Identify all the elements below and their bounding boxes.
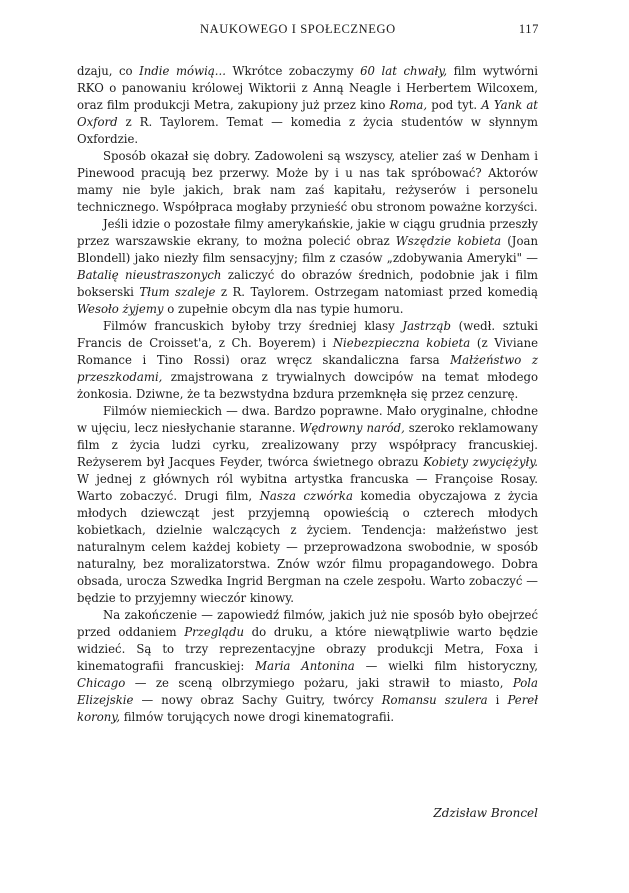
paragraph-text: filmów torujących nowe drogi kinematografii.	[120, 710, 395, 724]
paragraph	[77, 216, 538, 318]
paragraph-text: Wkrótce zobaczymy	[225, 64, 361, 78]
italic-title-text: Batalię nieustraszonych	[77, 268, 222, 282]
paragraph	[77, 607, 538, 726]
paragraph-text: komedia obyczajowa z życia młodych dziewcząt jest przyjemną opowieścią o czterech młodych kobietkach, dzielnie walczących z życiem. Tendencja: małżeństwo jest naturalnym celem każdej kobiety — przeprowadzona swobodnie, w sposób naturalny, bez moralizatorstwa. Znów wzór filmu propagandowego. Dobra obsada, urocza Szwedka Ingrid Bergman na czele zespołu. Warto zobaczyć — będzie to przyjemny wieczór kinowy.	[77, 489, 539, 605]
running-header	[100, 22, 539, 44]
paragraph-text: pod tyt.	[427, 98, 482, 112]
italic-title-text: Romansu szulera	[381, 693, 488, 707]
author-signature: Zdzisław Broncel	[433, 806, 538, 820]
paragraph-text: (z Viviane Romance i Tino Rossi) oraz wręcz skandaliczna farsa	[77, 336, 539, 367]
italic-title-text: Jastrząb	[402, 319, 451, 333]
paragraph-text: i	[487, 693, 508, 707]
paragraph-text: o zupełnie obcym dla nas typie humoru.	[163, 302, 404, 316]
paragraph-text: W jednej z głównych ról wybitna artystka francuska — Françoise Rosay. Warto zobaczyć. Drugi film,	[77, 472, 538, 503]
paragraph-text: dzaju, co	[77, 64, 140, 78]
italic-title-text: Tłum szaleje	[139, 285, 216, 299]
italic-title-text: Małżeństwo z przeszkodami,	[77, 353, 538, 384]
paragraph-text: — ze sceną olbrzymiego pożaru, jaki strawił to miasto,	[125, 676, 513, 690]
italic-title-text: Wesoło żyjemy	[77, 302, 164, 316]
paragraph-text: szeroko reklamowany film z życia ludzi cyrku, zrealizowany przy współpracy francuskiej. Reżyserem był Jacques Feyder, twórca świetnego obrazu	[77, 421, 539, 469]
italic-title-text: Roma,	[389, 98, 428, 112]
paragraph-text: do druku, a które niewątpliwie warto będzie widzieć. Są to trzy reprezentacyjne obrazy produkcji Metra, Foxa i kinematografii francuskiej:	[77, 625, 538, 673]
paragraph-text: z R. Taylorem. Temat — komedia z życia studentów w słynnym Oxfordzie.	[77, 115, 538, 146]
paragraph	[77, 148, 538, 216]
italic-title-text: Kobiety zwyciężyły.	[423, 455, 538, 469]
paragraph	[77, 403, 538, 607]
italic-title-text: Maria Antonina	[255, 659, 355, 673]
article-body	[77, 63, 538, 726]
page-number: 117	[518, 22, 539, 36]
italic-title-text: Niebezpieczna kobieta	[332, 336, 471, 350]
paragraph-text: z R. Taylorem. Ostrzegam natomiast przed komedią	[215, 285, 538, 299]
paragraph-text: Sposób okazał się dobry. Zadowoleni są wszyscy, atelier zaś w Denham i Pinewood pracują bez przerwy. Może by i u nas tak spróbować? Aktorów mamy nie byle jakich, brak nam zaś kapitału, reżyserów i personelu technicznego. Współpraca mogłaby przynieść obu stronom poważne korzyści.	[77, 149, 538, 214]
paragraph-text: — nowy obraz Sachy Guitry, twórcy	[133, 693, 382, 707]
paragraph-text: Filmów francuskich byłoby trzy średniej klasy	[103, 319, 403, 333]
italic-title-text: Wszędzie kobieta	[395, 234, 502, 248]
paragraph-text: zmajstrowana z trywialnych dowcipów na temat młodego żonkosia. Dziwne, że ta bezwstydna bzdura przemknęła się przez cenzurę.	[77, 370, 538, 401]
paragraph-text: Filmów niemieckich — dwa. Bardzo poprawne. Mało oryginalne, chłodne w ujęciu, lecz niesłychanie staranne.	[77, 404, 538, 435]
paragraph-text: Na zakończenie — zapowiedź filmów, jakich już nie sposób było obejrzeć przed oddaniem	[77, 608, 538, 639]
paragraph-text: zaliczyć do obrazów średnich, podobnie jak i film bokserski	[77, 268, 538, 299]
italic-title-text: Przeglądu	[184, 625, 244, 639]
paragraph-text: film wytwórni RKO o panowaniu królowej Wiktorii z Anną Neagle i Herbertem Wilcoxem, oraz film produkcji Metra, zakupiony już przez kino	[77, 64, 538, 112]
paragraph	[77, 63, 538, 148]
italic-title-text: A Yank at Oxford	[77, 98, 539, 129]
italic-title-text: Pola Elizejskie	[77, 676, 538, 707]
paragraph-text: (wedł. sztuki Francis de Croisset'a, z Ch. Boyerem) i	[77, 319, 538, 350]
italic-title-text: Nasza czwórka	[259, 489, 353, 503]
header-title: NAUKOWEGO I SPOŁECZNEGO	[200, 22, 396, 36]
paragraph-text: (Joan Blondell) jako niezły film sensacyjny; film z czasów „zdobywania Ameryki" —	[77, 234, 539, 265]
italic-title-text: Wędrowny naród,	[299, 421, 405, 435]
italic-title-text: 60 lat chwały,	[360, 64, 448, 78]
italic-title-text: Pereł korony,	[77, 693, 539, 724]
italic-title-text: Chicago	[77, 676, 126, 690]
paragraph	[77, 318, 538, 403]
italic-title-text: Indie mówią...	[139, 64, 226, 78]
paragraph-text: Jeśli idzie o pozostałe filmy amerykańskie, jakie w ciągu grudnia przeszły przez warszawskie ekrany, to można polecić obraz	[77, 217, 538, 248]
paragraph-text: — wielki film historyczny,	[354, 659, 538, 673]
